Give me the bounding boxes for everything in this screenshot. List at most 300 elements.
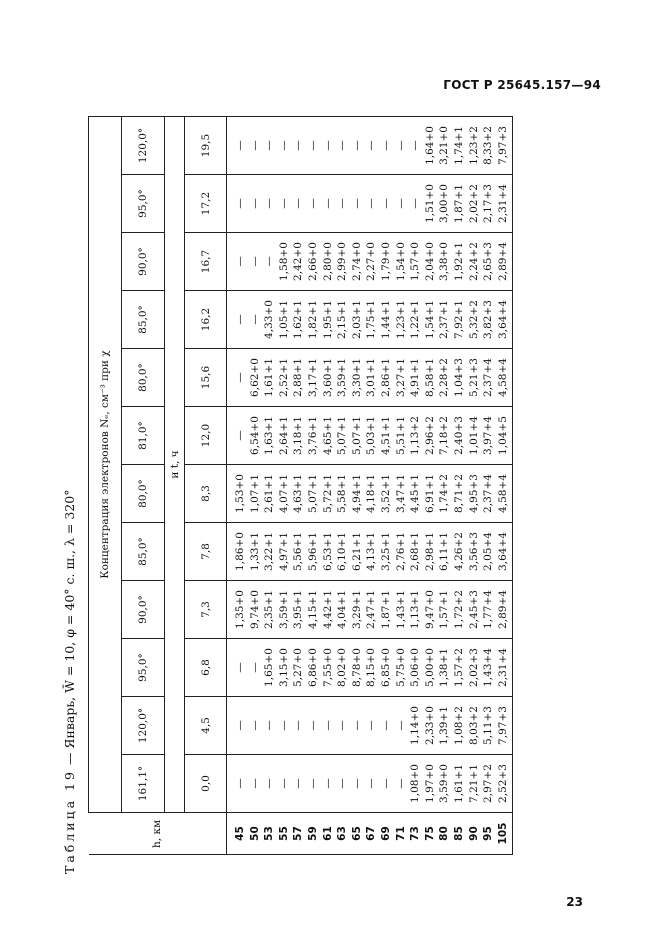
value-cell: 4,45+1 — [408, 465, 423, 523]
value-cell: 2,99+0 — [335, 233, 350, 291]
value-cell: 2,89+4 — [496, 581, 513, 639]
value-cell: — — [321, 755, 336, 813]
value-cell: — — [248, 175, 263, 233]
value-cell: 1,61+1 — [452, 755, 467, 813]
t-header: 7,3 — [185, 581, 227, 639]
value-cell: 1,57+2 — [452, 639, 467, 697]
value-cell: 8,58+1 — [423, 349, 438, 407]
value-cell: 1,92+1 — [452, 233, 467, 291]
t-header: 7,8 — [185, 523, 227, 581]
value-cell: 5,32+2 — [467, 291, 482, 349]
chi-header: 85,0° — [122, 291, 165, 349]
value-cell: 4,65+1 — [321, 407, 336, 465]
value-cell: 5,75+0 — [394, 639, 409, 697]
value-cell: — — [248, 233, 263, 291]
height-cell: 105 — [496, 813, 513, 855]
value-cell: 8,15+0 — [364, 639, 379, 697]
t-header: 8,3 — [185, 465, 227, 523]
value-cell: 1,77+4 — [481, 581, 496, 639]
value-cell: — — [227, 233, 248, 291]
value-cell: 1,23+1 — [394, 291, 409, 349]
value-cell: 1,64+0 — [423, 116, 438, 174]
value-cell: 7,55+0 — [321, 639, 336, 697]
value-cell: 1,51+0 — [423, 175, 438, 233]
value-cell: 1,86+0 — [227, 523, 248, 581]
value-cell: 3,29+1 — [350, 581, 365, 639]
value-cell: 9,74+0 — [248, 581, 263, 639]
value-cell: 2,05+4 — [481, 523, 496, 581]
value-cell: 4,91+1 — [408, 349, 423, 407]
value-cell: 2,28+2 — [437, 349, 452, 407]
value-cell: — — [408, 116, 423, 174]
value-cell: 4,04+1 — [335, 581, 350, 639]
value-cell: 3,95+1 — [291, 581, 306, 639]
value-cell: 2,17+3 — [481, 175, 496, 233]
value-cell: 2,02+3 — [467, 639, 482, 697]
height-cell: 73 — [408, 813, 423, 855]
table-row — [467, 116, 482, 854]
value-cell: 6,86+0 — [306, 639, 321, 697]
value-cell: — — [364, 175, 379, 233]
value-cell: 2,88+1 — [291, 349, 306, 407]
value-cell: 4,33+0 — [262, 291, 277, 349]
value-cell: 2,31+4 — [496, 639, 513, 697]
value-cell: 2,40+3 — [452, 407, 467, 465]
height-cell: 55 — [277, 813, 292, 855]
value-cell: 3,59+0 — [437, 755, 452, 813]
value-cell: 1,87+1 — [452, 175, 467, 233]
value-cell: 1,04+3 — [452, 349, 467, 407]
value-cell: — — [248, 291, 263, 349]
value-cell: 3,27+1 — [394, 349, 409, 407]
value-cell: 2,42+0 — [291, 233, 306, 291]
value-cell: 5,07+1 — [350, 407, 365, 465]
value-cell: 2,47+1 — [364, 581, 379, 639]
value-cell: — — [364, 755, 379, 813]
value-cell: 1,08+2 — [452, 697, 467, 755]
value-cell: 3,21+0 — [437, 116, 452, 174]
value-cell: 6,54+0 — [248, 407, 263, 465]
value-cell: 1,95+1 — [321, 291, 336, 349]
value-cell: — — [350, 175, 365, 233]
value-cell: 3,60+1 — [321, 349, 336, 407]
value-cell: 2,35+1 — [262, 581, 277, 639]
value-cell: 1,72+2 — [452, 581, 467, 639]
value-cell: — — [227, 755, 248, 813]
value-cell: 1,01+4 — [467, 407, 482, 465]
table-row — [481, 116, 496, 854]
value-cell: — — [227, 175, 248, 233]
value-cell: — — [277, 697, 292, 755]
table-caption-label: Таблица 19 — [62, 769, 77, 874]
table-caption — [52, 117, 88, 882]
value-cell: 5,21+3 — [467, 349, 482, 407]
height-cell: 61 — [321, 813, 336, 855]
value-cell: 3,59+1 — [277, 581, 292, 639]
chi-header: 95,0° — [122, 639, 165, 697]
value-cell: 7,97+3 — [496, 697, 513, 755]
value-cell: — — [248, 755, 263, 813]
value-cell: — — [248, 697, 263, 755]
table-row — [335, 116, 350, 854]
height-cell: 57 — [291, 813, 306, 855]
value-cell: — — [262, 755, 277, 813]
value-cell: 2,66+0 — [306, 233, 321, 291]
height-cell: 59 — [306, 813, 321, 855]
chi-header: 95,0° — [122, 175, 165, 233]
value-cell: 4,26+2 — [452, 523, 467, 581]
value-cell: 2,24+2 — [467, 233, 482, 291]
value-cell: 5,07+1 — [335, 407, 350, 465]
value-cell: 3,97+4 — [481, 407, 496, 465]
value-cell: 3,64+4 — [496, 291, 513, 349]
value-cell: 5,00+0 — [423, 639, 438, 697]
value-cell: 1,74+1 — [452, 116, 467, 174]
value-cell: 1,35+0 — [227, 581, 248, 639]
value-cell: — — [306, 116, 321, 174]
value-cell: 3,01+1 — [364, 349, 379, 407]
value-cell: 4,94+1 — [350, 465, 365, 523]
value-cell: — — [379, 116, 394, 174]
value-cell: 4,42+1 — [321, 581, 336, 639]
value-cell: 1,75+1 — [364, 291, 379, 349]
height-cell: 63 — [335, 813, 350, 855]
value-cell: 1,22+1 — [408, 291, 423, 349]
chi-header: 80,0° — [122, 465, 165, 523]
value-cell: — — [227, 407, 248, 465]
value-cell: 7,18+2 — [437, 407, 452, 465]
value-cell: 2,52+3 — [496, 755, 513, 813]
table-row — [291, 116, 306, 854]
value-cell: 3,22+1 — [262, 523, 277, 581]
value-cell: — — [248, 639, 263, 697]
chi-header: 90,0° — [122, 581, 165, 639]
value-cell: 1,13+1 — [408, 581, 423, 639]
value-cell: 3,64+4 — [496, 523, 513, 581]
chi-header: 85,0° — [122, 523, 165, 581]
value-cell: 1,43+4 — [481, 639, 496, 697]
table-row — [277, 116, 292, 854]
table-row — [452, 116, 467, 854]
value-cell: — — [350, 116, 365, 174]
value-cell: 3,76+1 — [306, 407, 321, 465]
height-cell: 53 — [262, 813, 277, 855]
value-cell: 3,18+1 — [291, 407, 306, 465]
table-row — [227, 116, 248, 854]
value-cell: 4,63+1 — [291, 465, 306, 523]
value-cell: — — [248, 116, 263, 174]
value-cell: 1,53+0 — [227, 465, 248, 523]
value-cell: 7,21+1 — [467, 755, 482, 813]
value-cell: 1,05+1 — [277, 291, 292, 349]
value-cell: — — [394, 116, 409, 174]
chi-header: 81,0° — [122, 407, 165, 465]
chi-header: 80,0° — [122, 349, 165, 407]
row-header-h: h, км — [89, 813, 227, 855]
value-cell: 5,07+1 — [306, 465, 321, 523]
value-cell: 2,96+2 — [423, 407, 438, 465]
value-cell: 1,13+2 — [408, 407, 423, 465]
value-cell: 1,33+1 — [248, 523, 263, 581]
t-header: 16,2 — [185, 291, 227, 349]
value-cell: 1,44+1 — [379, 291, 394, 349]
value-cell: — — [227, 349, 248, 407]
value-cell: 2,03+1 — [350, 291, 365, 349]
value-cell: 2,86+1 — [379, 349, 394, 407]
value-cell: — — [227, 697, 248, 755]
table-row — [394, 116, 409, 854]
value-cell: 4,13+1 — [364, 523, 379, 581]
value-cell: — — [335, 697, 350, 755]
t-header: 0,0 — [185, 755, 227, 813]
height-cell: 75 — [423, 813, 438, 855]
t-header: 6,8 — [185, 639, 227, 697]
value-cell: 2,76+1 — [394, 523, 409, 581]
value-cell: 2,80+0 — [321, 233, 336, 291]
value-cell: 2,04+0 — [423, 233, 438, 291]
height-cell: 90 — [467, 813, 482, 855]
value-cell: 2,37+4 — [481, 349, 496, 407]
table-caption-text: — Январь, W̄ = 10, φ = 40° с. ш., λ = 320° — [62, 489, 77, 770]
value-cell: — — [306, 175, 321, 233]
document-header: ГОСТ Р 25645.157—94 — [443, 78, 601, 92]
value-cell: — — [379, 175, 394, 233]
height-cell: 69 — [379, 813, 394, 855]
table-row — [364, 116, 379, 854]
chi-header: 120,0° — [122, 116, 165, 174]
value-cell: 5,56+1 — [291, 523, 306, 581]
height-cell: 65 — [350, 813, 365, 855]
value-cell: — — [364, 697, 379, 755]
value-cell: 1,08+0 — [408, 755, 423, 813]
value-cell: 5,27+0 — [291, 639, 306, 697]
value-cell: — — [379, 697, 394, 755]
value-cell: — — [277, 175, 292, 233]
t-header: 19,5 — [185, 116, 227, 174]
chi-header: 90,0° — [122, 233, 165, 291]
value-cell: — — [408, 175, 423, 233]
value-cell: — — [364, 116, 379, 174]
value-cell: 1,57+0 — [408, 233, 423, 291]
value-cell: 2,37+4 — [481, 465, 496, 523]
chi-header: 161,1° — [122, 755, 165, 813]
value-cell: 4,07+1 — [277, 465, 292, 523]
value-cell: — — [379, 755, 394, 813]
table-row — [408, 116, 423, 854]
height-cell: 71 — [394, 813, 409, 855]
value-cell: 2,31+4 — [496, 175, 513, 233]
value-cell: 5,06+0 — [408, 639, 423, 697]
value-cell: 4,51+1 — [379, 407, 394, 465]
page-number: 23 — [566, 895, 583, 909]
value-cell: — — [227, 116, 248, 174]
value-cell: 3,25+1 — [379, 523, 394, 581]
value-cell: 7,97+3 — [496, 116, 513, 174]
height-cell: 67 — [364, 813, 379, 855]
value-cell: — — [394, 697, 409, 755]
value-cell: — — [262, 116, 277, 174]
t-header: 17,2 — [185, 175, 227, 233]
value-cell: 2,52+1 — [277, 349, 292, 407]
value-cell: — — [291, 116, 306, 174]
height-cell: 80 — [437, 813, 452, 855]
value-cell: 2,98+1 — [423, 523, 438, 581]
t-header: 4,5 — [185, 697, 227, 755]
time-header: и t, ч — [165, 116, 185, 812]
height-cell: 50 — [248, 813, 263, 855]
rotated-table-block — [52, 117, 514, 882]
chi-header: 120,0° — [122, 697, 165, 755]
table-row — [379, 116, 394, 854]
value-cell: 6,62+0 — [248, 349, 263, 407]
value-cell: 2,37+1 — [437, 291, 452, 349]
value-cell: 1,54+1 — [423, 291, 438, 349]
value-cell: 8,71+2 — [452, 465, 467, 523]
table-row — [306, 116, 321, 854]
value-cell: 6,85+0 — [379, 639, 394, 697]
value-cell: 2,45+3 — [467, 581, 482, 639]
value-cell: — — [227, 291, 248, 349]
value-cell: 1,65+0 — [262, 639, 277, 697]
table-row — [350, 116, 365, 854]
value-cell: 1,39+1 — [437, 697, 452, 755]
value-cell: 4,58+4 — [496, 349, 513, 407]
value-cell: 2,27+0 — [364, 233, 379, 291]
value-cell: 6,10+1 — [335, 523, 350, 581]
value-cell: — — [321, 175, 336, 233]
value-cell: 6,91+1 — [423, 465, 438, 523]
value-cell: 6,21+1 — [350, 523, 365, 581]
value-cell: 7,92+1 — [452, 291, 467, 349]
value-cell: 1,14+0 — [408, 697, 423, 755]
height-cell: 45 — [227, 813, 248, 855]
value-cell: 3,15+0 — [277, 639, 292, 697]
table-row — [321, 116, 336, 854]
value-cell: 1,82+1 — [306, 291, 321, 349]
value-cell: 2,15+1 — [335, 291, 350, 349]
value-cell: — — [262, 175, 277, 233]
value-cell: 4,15+1 — [306, 581, 321, 639]
value-cell: — — [306, 697, 321, 755]
t-header: 12,0 — [185, 407, 227, 465]
t-header: 15,6 — [185, 349, 227, 407]
value-cell: — — [321, 697, 336, 755]
value-cell: 4,58+4 — [496, 465, 513, 523]
value-cell: 1,54+0 — [394, 233, 409, 291]
value-cell: 3,52+1 — [379, 465, 394, 523]
value-cell: 2,61+1 — [262, 465, 277, 523]
table-row — [423, 116, 438, 854]
value-cell: 2,97+2 — [481, 755, 496, 813]
value-cell: — — [335, 175, 350, 233]
value-cell: 1,79+0 — [379, 233, 394, 291]
value-cell: 5,11+3 — [481, 697, 496, 755]
table-row — [496, 116, 513, 854]
value-cell: 1,57+1 — [437, 581, 452, 639]
value-cell: 6,53+1 — [321, 523, 336, 581]
value-cell: 1,04+5 — [496, 407, 513, 465]
value-cell: — — [277, 116, 292, 174]
value-cell: 1,63+1 — [262, 407, 277, 465]
value-cell: 4,18+1 — [364, 465, 379, 523]
value-cell: 5,58+1 — [335, 465, 350, 523]
value-cell: 5,51+1 — [394, 407, 409, 465]
electron-concentration-table — [88, 116, 513, 855]
value-cell: 3,38+0 — [437, 233, 452, 291]
value-cell: 1,23+2 — [467, 116, 482, 174]
value-cell: 4,97+1 — [277, 523, 292, 581]
value-cell: — — [335, 755, 350, 813]
value-cell: 3,59+1 — [335, 349, 350, 407]
value-cell: 6,11+1 — [437, 523, 452, 581]
value-cell: — — [291, 697, 306, 755]
value-cell: — — [394, 755, 409, 813]
value-cell: 3,47+1 — [394, 465, 409, 523]
value-cell: 1,87+1 — [379, 581, 394, 639]
value-cell: 2,65+3 — [481, 233, 496, 291]
value-cell: 1,61+1 — [262, 349, 277, 407]
value-cell: — — [394, 175, 409, 233]
value-cell: 1,62+1 — [291, 291, 306, 349]
value-cell: 3,30+1 — [350, 349, 365, 407]
table-row — [437, 116, 452, 854]
value-cell: 8,02+0 — [335, 639, 350, 697]
value-cell: 8,78+0 — [350, 639, 365, 697]
value-cell: 2,64+1 — [277, 407, 292, 465]
value-cell: — — [350, 755, 365, 813]
value-cell: 3,56+3 — [467, 523, 482, 581]
height-cell: 85 — [452, 813, 467, 855]
value-cell: — — [262, 233, 277, 291]
value-cell: — — [306, 755, 321, 813]
table-row — [262, 116, 277, 854]
value-cell: — — [321, 116, 336, 174]
value-cell: 1,58+0 — [277, 233, 292, 291]
value-cell: — — [350, 697, 365, 755]
table-row — [248, 116, 263, 854]
value-cell: 8,33+2 — [481, 116, 496, 174]
value-cell: 2,68+1 — [408, 523, 423, 581]
t-header: 16,7 — [185, 233, 227, 291]
value-cell: 5,03+1 — [364, 407, 379, 465]
height-cell: 95 — [481, 813, 496, 855]
value-cell: 2,33+0 — [423, 697, 438, 755]
value-cell: 3,00+0 — [437, 175, 452, 233]
value-cell: 1,38+1 — [437, 639, 452, 697]
value-cell: 1,07+1 — [248, 465, 263, 523]
value-cell: 1,74+2 — [437, 465, 452, 523]
value-cell: 5,72+1 — [321, 465, 336, 523]
value-cell: 1,43+1 — [394, 581, 409, 639]
value-cell: 2,89+4 — [496, 233, 513, 291]
value-cell: 4,95+3 — [467, 465, 482, 523]
value-cell: — — [335, 116, 350, 174]
value-cell: 2,74+0 — [350, 233, 365, 291]
value-cell: 1,97+0 — [423, 755, 438, 813]
value-cell: 3,17+1 — [306, 349, 321, 407]
value-cell: — — [291, 755, 306, 813]
value-cell: — — [277, 755, 292, 813]
group-header: Концентрация электронов Nₑ, см⁻³ при χ — [89, 116, 122, 812]
value-cell: — — [291, 175, 306, 233]
value-cell: 5,96+1 — [306, 523, 321, 581]
value-cell: — — [227, 639, 248, 697]
value-cell: 2,02+2 — [467, 175, 482, 233]
value-cell: 3,82+3 — [481, 291, 496, 349]
value-cell: — — [262, 697, 277, 755]
value-cell: 8,03+2 — [467, 697, 482, 755]
value-cell: 9,47+0 — [423, 581, 438, 639]
